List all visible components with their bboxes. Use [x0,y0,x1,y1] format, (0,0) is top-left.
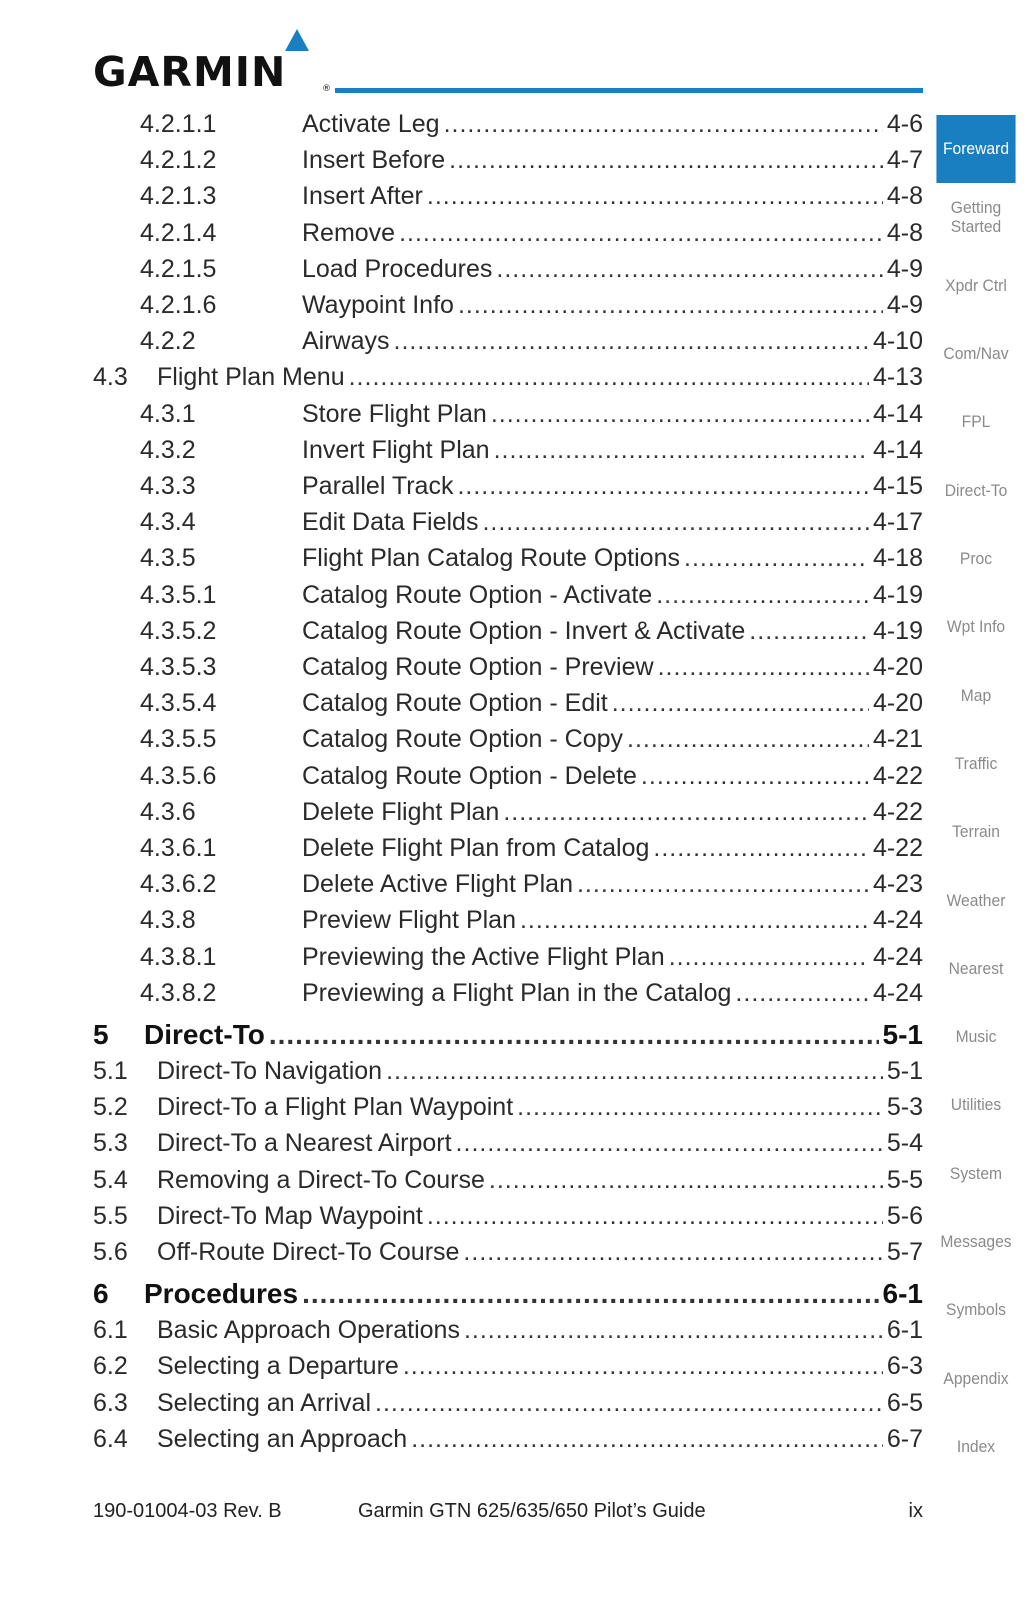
header-rule [335,88,923,93]
tab-foreward[interactable]: Foreward [936,115,1015,183]
toc-entry[interactable] [93,182,923,216]
toc-leader-dots [399,219,883,248]
toc-leader-dots [482,508,868,537]
toc-entry-page: 4-22 [872,761,923,790]
toc-leader-dots [403,1352,883,1381]
toc-entry[interactable] [93,581,923,615]
toc-entry-page: 4-14 [872,435,923,464]
toc-leader-dots [375,1389,883,1418]
toc-leader-dots [349,363,869,392]
tab-proc[interactable]: Proc [959,549,993,569]
toc-entry-title: Activate Leg [302,110,440,138]
toc-entry-number: 4.2.1.4 [140,218,217,247]
toc-leader-dots [496,255,882,284]
toc-entry-number: 6.1 [93,1316,128,1345]
toc-entry-page: 4-8 [886,182,923,211]
toc-entry-page: 4-7 [886,146,923,175]
tab-music[interactable]: Music [955,1027,997,1047]
toc-entry-title: Removing a Direct-To Course [157,1165,485,1194]
toc-leader-dots [463,1238,882,1267]
toc-entry-page: 4-24 [872,942,923,971]
toc-entry-title: Selecting an Arrival [157,1388,372,1417]
toc-entry-title: Waypoint Info [302,291,454,319]
toc-entry-number: 5.6 [93,1238,128,1266]
toc-entry[interactable] [93,1425,923,1459]
toc-entry-number: 4.2.1.5 [140,254,217,283]
garmin-logo: GARMIN [93,48,287,96]
toc-entry[interactable] [93,1202,923,1236]
tab-appendix[interactable]: Appendix [943,1368,1009,1388]
toc-entry-page: 5-6 [886,1201,923,1230]
toc-entry-title: Catalog Route Option - Activate [302,580,653,609]
toc-leader-dots [658,653,869,682]
toc-entry-title: Catalog Route Option - Preview [302,653,654,681]
toc-entry[interactable] [93,1389,923,1423]
toc-entry-title: Parallel Track [302,472,454,500]
toc-leader-dots [656,581,869,610]
tab-index[interactable]: Index [956,1436,996,1456]
toc-entry[interactable] [93,653,923,687]
toc-leader-dots [456,1129,883,1158]
toc-entry-page: 4-19 [872,580,923,609]
toc-entry-page: 6-3 [886,1352,923,1381]
toc-entry[interactable] [93,436,923,470]
toc-entry[interactable] [93,255,923,289]
toc-entry-number: 4.3.6.1 [140,834,217,862]
toc-entry-title: Store Flight Plan [302,399,487,428]
toc-entry-number: 5.1 [93,1057,128,1085]
toc-entry-title: Insert After [302,182,423,211]
toc-entry-page: 4-22 [872,797,923,826]
toc-entry-title: Direct-To a Flight Plan Waypoint [157,1093,514,1122]
toc-entry-title: Catalog Route Option - Copy [302,725,624,754]
toc-entry-number: 4.2.1.3 [140,182,217,211]
toc-entry-title: Basic Approach Operations [157,1316,460,1345]
registered-mark: ® [322,84,331,94]
tab-weather[interactable]: Weather [946,890,1006,910]
toc-entry-page: 5-3 [886,1093,923,1122]
toc-entry-title: Delete Active Flight Plan [302,870,573,899]
toc-entry[interactable] [93,400,923,434]
toc-leader-dots [489,1166,883,1195]
toc-entry-number: 4.3.6 [140,797,196,826]
toc-entry-page: 4-18 [872,544,923,573]
toc-entry[interactable] [93,1166,923,1200]
toc-entry-title: Airways [302,327,390,356]
tab-direct-to[interactable]: Direct-To [944,480,1008,500]
toc-entry-title: Direct-To [144,1019,265,1050]
toc-entry-title: Preview Flight Plan [302,906,516,935]
toc-entry[interactable] [93,291,923,325]
toc-entry-title: Selecting an Approach [157,1424,408,1453]
toc-chapter-entry[interactable] [93,1278,923,1318]
toc-entry[interactable] [93,1129,923,1163]
toc-entry-title: Previewing a Flight Plan in the Catalog [302,978,732,1007]
tab-xpdr-ctrl[interactable]: Xpdr Ctrl [945,275,1007,295]
toc-entry[interactable] [93,617,923,651]
toc-entry-page: 4-10 [872,327,923,356]
toc-entry-number: 4.2.1.6 [140,291,217,319]
toc-entry-page: 4-17 [872,508,923,537]
tab-terrain[interactable]: Terrain [952,822,1000,842]
toc-entry-page: 4-9 [886,254,923,283]
toc-leader-dots [684,544,869,573]
toc-entry-title: Delete Flight Plan [302,797,500,826]
tab-com-nav[interactable]: Com/Nav [943,344,1009,364]
toc-entry-number: 4.2.2 [140,327,196,356]
toc-leader-dots [669,943,869,972]
toc-entry[interactable] [93,762,923,796]
toc-entry-title: Previewing the Active Flight Plan [302,942,665,971]
toc-entry-number: 4.3.5 [140,544,196,573]
toc-entry[interactable] [93,834,923,868]
toc-entry-number: 4.3.3 [140,472,196,500]
toc-entry-number: 5.2 [93,1093,128,1122]
toc-entry[interactable] [93,110,923,144]
guide-title: Garmin GTN 625/635/650 Pilot’s Guide [358,1500,706,1522]
toc-leader-dots [269,1019,879,1051]
toc-entry-page: 4-13 [872,363,923,392]
toc-entry[interactable] [93,979,923,1013]
tab-utilities[interactable]: Utilities [950,1095,1002,1115]
toc-entry-title: Catalog Route Option - Edit [302,689,608,718]
toc-entry[interactable] [93,508,923,542]
toc-leader-dots [503,798,869,827]
toc-entry[interactable] [93,870,923,904]
toc-entry-page: 4-20 [872,689,923,718]
toc-entry-number: 4.3 [93,363,128,392]
toc-leader-dots [749,617,869,646]
toc-entry-page: 5-5 [886,1165,923,1194]
toc-entry-title: Direct-To Map Waypoint [157,1201,423,1230]
toc-entry-title: Direct-To a Nearest Airport [157,1129,452,1158]
toc-entry-number: 4.3.6.2 [140,870,217,899]
toc-entry-page: 6-5 [886,1388,923,1417]
toc-entry[interactable] [93,1093,923,1127]
toc-entry-title: Delete Flight Plan from Catalog [302,834,650,862]
page-header [0,0,1035,110]
toc-entry-page: 5-4 [886,1129,923,1158]
toc-entry[interactable] [93,943,923,977]
toc-leader-dots [577,870,869,899]
toc-entry-number: 4.3.1 [140,399,196,428]
toc-entry-number: 4.3.2 [140,435,196,464]
toc-entry[interactable] [93,472,923,506]
toc-entry-title: Catalog Route Option - Invert & Activate [302,616,746,645]
toc-leader-dots [464,1316,883,1345]
toc-leader-dots [427,182,883,211]
toc-entry-number: 4.3.8.1 [140,942,217,971]
toc-entry-page: 4-9 [886,291,923,319]
toc-entry[interactable] [93,1238,923,1272]
toc-entry-title: Load Procedures [302,254,493,283]
toc-entry-number: 4.3.8 [140,906,196,935]
tab-nearest[interactable]: Nearest [948,958,1004,978]
toc-leader-dots [458,291,883,320]
toc-leader-dots [386,1057,883,1086]
toc-leader-dots [411,1425,883,1454]
toc-leader-dots [653,834,869,863]
toc-entry-page: 4-20 [872,653,923,681]
toc-entry-title: Direct-To Navigation [157,1057,383,1085]
toc-entry-number: 5.3 [93,1129,128,1158]
toc-leader-dots [449,146,883,175]
toc-entry-page: 4-21 [872,725,923,754]
toc-entry-number: 4.3.5.3 [140,653,217,681]
toc-entry-title: Catalog Route Option - Delete [302,761,637,790]
toc-entry-title: Remove [302,218,396,247]
toc-entry-title: Edit Data Fields [302,508,479,537]
toc-entry-page: 5-1 [886,1057,923,1085]
toc-entry-page: 4-23 [872,870,923,899]
toc-entry-title: Off-Route Direct-To Course [157,1238,460,1266]
toc-entry-number: 6.2 [93,1352,128,1381]
toc-entry[interactable] [93,906,923,940]
toc-entry-number: 6.3 [93,1388,128,1417]
tab-getting-started[interactable]: Getting Started [950,197,1002,237]
toc-leader-dots [457,472,869,501]
tab-symbols[interactable]: Symbols [946,1300,1006,1320]
toc-entry[interactable] [93,798,923,832]
toc-entry-number: 6 [93,1278,109,1310]
toc-entry-number: 5 [93,1019,109,1050]
toc-entry-page: 4-6 [886,110,923,138]
toc-entry[interactable] [93,363,923,397]
toc-entry-number: 5.4 [93,1165,128,1194]
toc-entry-number: 4.3.5.5 [140,725,217,754]
toc-entry-page: 6-7 [886,1424,923,1453]
toc-leader-dots [491,400,869,429]
toc-entry-page: 4-14 [872,399,923,428]
document-number: 190-01004-03 Rev. B [93,1500,282,1522]
toc-entry-number: 4.3.5.1 [140,580,217,609]
tab-fpl[interactable]: FPL [961,412,991,432]
toc-entry-page: 4-24 [872,906,923,935]
toc-leader-dots [444,110,883,139]
toc-entry-number: 4.2.1.2 [140,146,217,175]
tab-traffic[interactable]: Traffic [954,753,998,773]
toc-entry-title: Invert Flight Plan [302,435,490,464]
toc-entry-number: 4.3.5.6 [140,761,217,790]
tab-wpt-info[interactable]: Wpt Info [946,617,1006,637]
toc-entry-title: Procedures [144,1278,299,1310]
toc-entry[interactable] [93,219,923,253]
toc-entry[interactable] [93,146,923,180]
toc-entry[interactable] [93,689,923,723]
toc-leader-dots [641,762,869,791]
toc-entry[interactable] [93,327,923,361]
toc-entry-number: 5.5 [93,1201,128,1230]
toc-leader-dots [735,979,869,1008]
toc-chapter-entry[interactable] [93,1019,923,1059]
page-footer [93,1500,923,1530]
toc-leader-dots [302,1278,878,1310]
toc-entry[interactable] [93,1057,923,1091]
toc-entry-page: 5-1 [882,1019,923,1050]
toc-entry-title: Flight Plan Catalog Route Options [302,544,680,573]
toc-entry[interactable] [93,544,923,578]
toc-leader-dots [394,327,869,356]
garmin-triangle-icon [285,29,309,51]
toc-entry-page: 4-8 [886,218,923,247]
toc-entry-number: 4.3.5.2 [140,616,217,645]
toc-entry-number: 4.2.1.1 [140,110,217,138]
toc-leader-dots [627,725,869,754]
toc-entry-page: 4-22 [872,834,923,862]
toc-entry-page: 5-7 [886,1238,923,1266]
toc-entry-number: 6.4 [93,1424,128,1453]
toc-entry-page: 6-1 [886,1316,923,1345]
toc-entry-page: 4-24 [872,978,923,1007]
toc-entry-number: 4.3.4 [140,508,196,537]
page-number: ix [908,1500,923,1522]
toc-entry[interactable] [93,1316,923,1350]
tab-messages[interactable]: Messages [940,1232,1012,1252]
toc-entry-number: 4.3.8.2 [140,978,217,1007]
toc-entry[interactable] [93,1352,923,1386]
toc-leader-dots [494,436,869,465]
toc-entry-number: 4.3.5.4 [140,689,217,718]
toc-entry-page: 4-19 [872,616,923,645]
toc-entry-page: 4-15 [872,472,923,500]
toc-entry-page: 6-1 [882,1278,923,1310]
toc-leader-dots [520,906,869,935]
toc-entry[interactable] [93,725,923,759]
toc-leader-dots [427,1202,883,1231]
tab-map[interactable]: Map [960,685,992,705]
toc-entry-title: Insert Before [302,146,446,175]
toc-leader-dots [612,689,869,718]
tab-system[interactable]: System [949,1163,1003,1183]
toc-entry-title: Selecting a Departure [157,1352,399,1381]
toc-leader-dots [517,1093,883,1122]
toc-entry-title: Flight Plan Menu [157,363,345,392]
